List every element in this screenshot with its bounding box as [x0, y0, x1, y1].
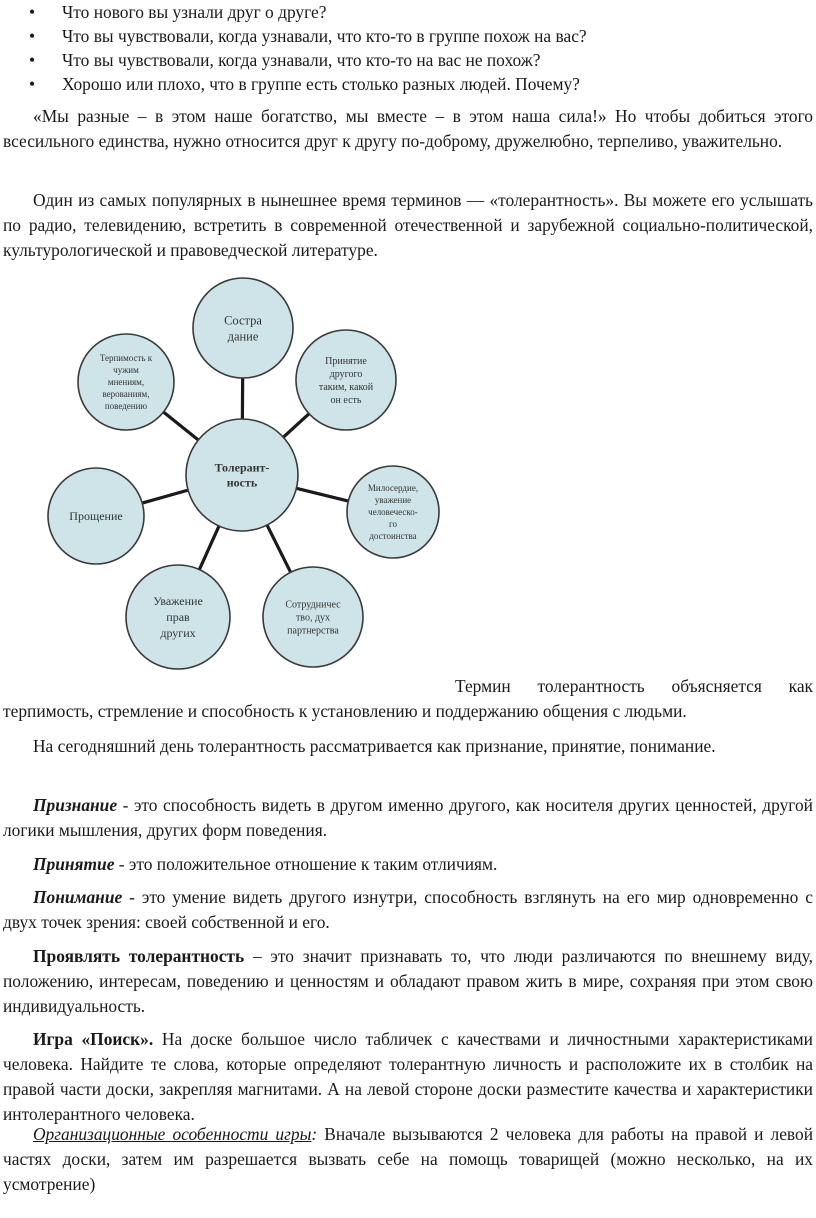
diagram-connector — [199, 526, 219, 570]
diagram-node-circle — [193, 278, 293, 378]
diagram-node-label: Терпимость к чужим мнениям, верованиям, поведению — [99, 353, 153, 412]
diagram-connector — [163, 412, 198, 440]
diagram-node-label: Милосердие, уважение человеческо-го достоинства — [367, 483, 419, 542]
list-item: • Что вы чувствовали, когда узнавали, что кто-то в группе похож на вас? — [29, 26, 587, 46]
paragraph-acceptance: Принятие - это положительное отношение к таким отличиям. — [33, 854, 498, 874]
paragraph-motto: «Мы разные – в этом наше богатство, мы вместе – в этом наша сила!» Но чтобы добиться этого всесильного единства, нужно относится друг к другу по-доброму, дружелюбно, терпеливо, уважительно. — [3, 106, 813, 151]
bullet-icon: • — [29, 2, 36, 22]
bullet-icon: • — [29, 26, 36, 46]
paragraph-recognition: Признание - это способность видеть в другом именно другого, как носителя других ценностей, другой логики мышления, других форм поведения. — [3, 795, 813, 840]
paragraph-game: Игра «Поиск». На доске большое число табличек с качествами и личностными характеристиками человека. Найдите те слова, которые определяют толерантную личность и расположите их в столбик на правой части доски, закрепляя магнитами. А на левой стороне доски разместите качества и характеристики интолерантного человека. — [3, 1029, 813, 1124]
paragraph-definition-line2: терпимость, стремление и способность к установлению и поддержанию общения с людьми. — [3, 701, 687, 721]
diagram-node-label: Прощение — [69, 509, 123, 524]
diagram-connector — [296, 488, 348, 501]
term-organization: Организационные особенности игры — [33, 1124, 312, 1144]
list-item: • Что вы чувствовали, когда узнавали, что кто-то на вас не похож? — [29, 50, 541, 70]
term-show-tolerance: Проявлять толерантность — [33, 946, 245, 966]
diagram-node-label: Уважение прав других — [153, 594, 203, 641]
diagram-node-label: Принятие другого таким, какой он есть — [318, 356, 374, 406]
term-acceptance: Принятие — [33, 854, 115, 874]
diagram-center-label: Толерант-ность — [214, 460, 270, 490]
bullet-icon: • — [29, 74, 36, 94]
paragraph-understanding: Понимание - это умение видеть другого изнутри, способность взглянуть на его мир одновременно с двух точек зрения: своей собственной и его. — [3, 887, 813, 932]
diagram-node-label: Сотрудничес тво, дух партнерства — [285, 599, 341, 637]
paragraph-definition-line1: Термин толерантность объясняется как — [455, 676, 813, 696]
bullet-icon: • — [29, 50, 36, 70]
list-item: • Хорошо или плохо, что в группе есть столько разных людей. Почему? — [29, 74, 580, 94]
paragraph-show-tolerance: Проявлять толерантность – это значит признавать то, что люди различаются по внешнему виду, положению, интересам, поведению и ценностям и обладают правом жить в мире, сохраняя при этом свою индивидуальность. — [3, 946, 813, 1016]
paragraph-today: На сегодняшний день толерантность рассматривается как признание, принятие, понимание. — [33, 736, 716, 756]
paragraph-term: Один из самых популярных в нынешнее время терминов — «толерантность». Вы можете его услышать по радио, телевидению, встретить в современной отечественной и зарубежной социально-политической, культурологической и правоведческой литературе. — [3, 190, 813, 260]
diagram-center — [186, 419, 298, 531]
diagram-connector — [142, 490, 188, 503]
question-list — [29, 0, 809, 96]
diagram-node-circle — [296, 330, 396, 430]
diagram-connector — [283, 414, 309, 438]
list-item: • Что нового вы узнали друг о друге? — [29, 2, 327, 22]
term-recognition: Признание — [33, 795, 118, 815]
tolerance-diagram — [40, 275, 470, 680]
term-understanding: Понимание — [33, 887, 123, 907]
paragraph-organization: Организационные особенности игры: Вначале вызываются 2 человека для работы на правой и левой частях доски, затем им разрешается вызвать себе на помощь товарищей (можно несколько, на их усмотрение) — [3, 1124, 814, 1194]
diagram-node-label: Состра дание — [224, 313, 262, 344]
diagram-connector — [267, 525, 291, 572]
term-game: Игра «Поиск». — [33, 1029, 154, 1049]
